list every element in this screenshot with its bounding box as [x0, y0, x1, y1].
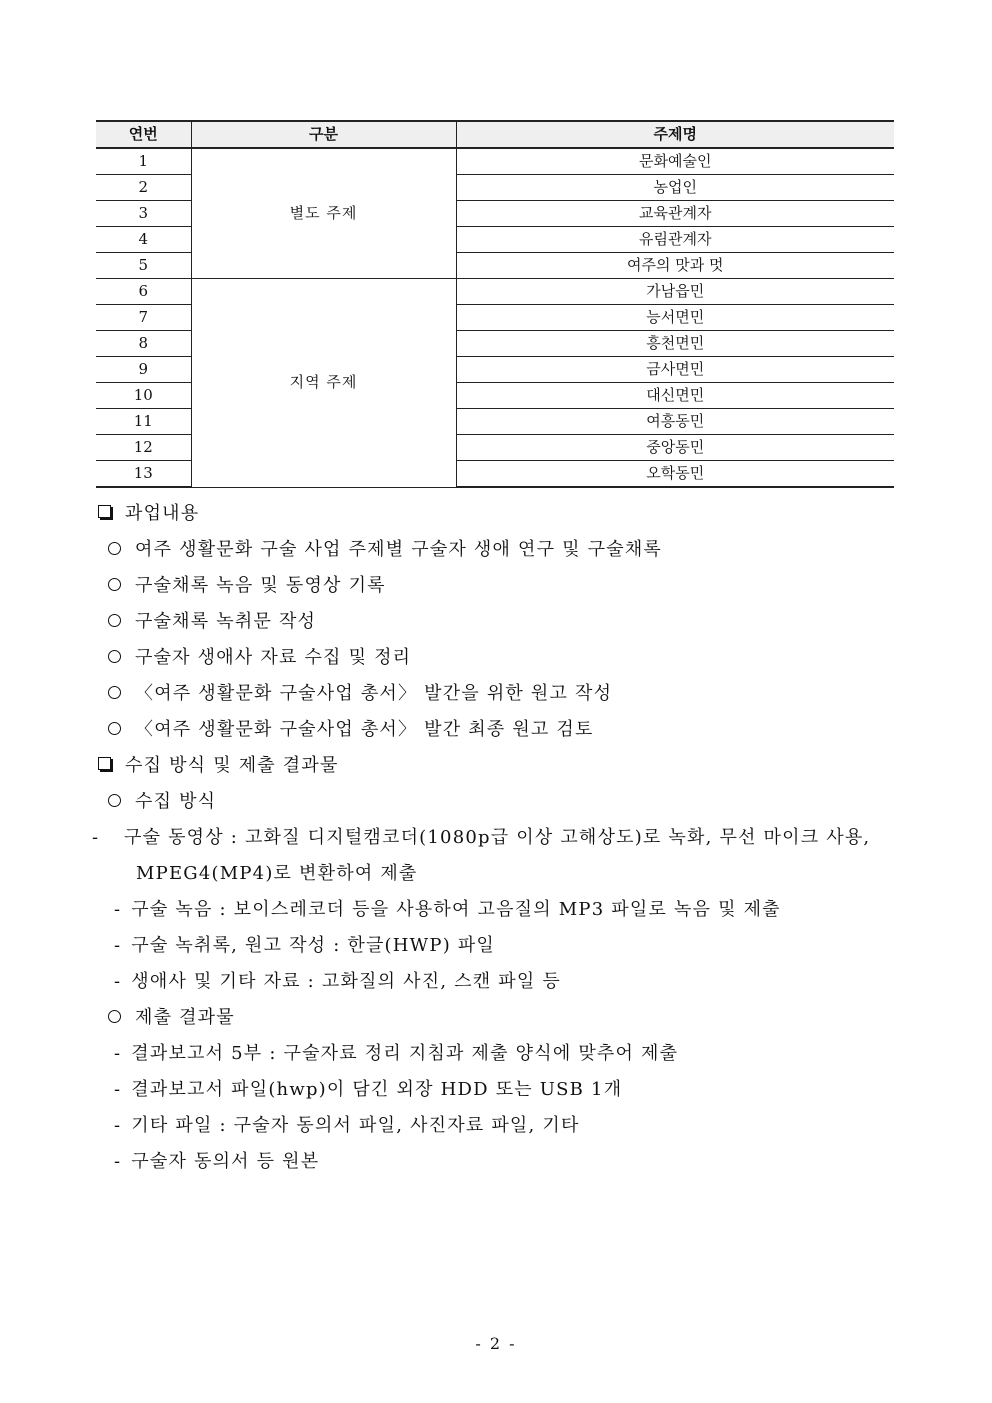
- topic-cell: 가남읍민: [456, 279, 894, 305]
- list-item: [96, 640, 896, 676]
- topic-cell: 교육관계자: [456, 201, 894, 227]
- sub-list-item-text: 구술자 동의서 등 원본: [131, 1151, 320, 1172]
- square-bullet-icon: [98, 505, 111, 518]
- sub-list-item-text: 결과보고서 파일(hwp)이 담긴 외장 HDD 또는 USB 1개: [131, 1079, 623, 1100]
- row-number: 5: [96, 253, 191, 279]
- sub-list-item: [96, 928, 896, 964]
- table-row: [96, 279, 894, 305]
- list-item-text: 구술자 생애사 자료 수집 및 정리: [135, 647, 412, 668]
- sub-list-item: [96, 892, 896, 928]
- sub-list-item-text: 구술 녹취록, 원고 작성 : 한글(HWP) 파일: [131, 935, 496, 956]
- sub-list-item: - 구술 동영상 : 고화질 디지털캠코더(1080p급 이상 고해상도)로 녹화, 무선 마이크 사용, MPEG4(MP4)로 변환하여 제출: [92, 827, 871, 884]
- list-item: [96, 568, 896, 604]
- dash-bullet: -: [114, 1115, 122, 1136]
- dash-bullet: -: [114, 1079, 122, 1100]
- section-heading: [96, 748, 896, 784]
- sub-list-item: [96, 964, 896, 1000]
- dash-bullet: -: [114, 971, 122, 992]
- dash-bullet: -: [114, 1043, 122, 1064]
- topic-table: [96, 120, 894, 488]
- square-bullet-icon: [98, 757, 111, 770]
- topic-cell: 여흥동민: [456, 409, 894, 435]
- header-topic: 주제명: [456, 121, 894, 148]
- topic-cell: 오학동민: [456, 461, 894, 488]
- sub-list-item: [96, 1036, 896, 1072]
- section-heading: [96, 496, 896, 532]
- section-title: 과업내용: [125, 503, 200, 524]
- list-item: [96, 532, 896, 568]
- row-number: 1: [96, 148, 191, 175]
- row-number: 3: [96, 201, 191, 227]
- row-number: 8: [96, 331, 191, 357]
- sub-list-item: [96, 1144, 896, 1180]
- topic-cell: 흥천면민: [456, 331, 894, 357]
- circle-bullet-icon: [108, 614, 121, 627]
- circle-bullet-icon: [108, 722, 121, 735]
- row-number: 7: [96, 305, 191, 331]
- list-item: [96, 784, 896, 820]
- list-item: [96, 712, 896, 748]
- row-number: 4: [96, 227, 191, 253]
- body-content: [92, 496, 896, 1180]
- sub-list-item-text: 구술 동영상 : 고화질 디지털캠코더(1080p급 이상 고해상도)로 녹화, 무선 마이크 사용, MPEG4(MP4)로 변환하여 제출: [124, 827, 871, 884]
- circle-bullet-icon: [108, 686, 121, 699]
- page-number: - 2 -: [475, 1334, 517, 1353]
- list-item-text: 구술채록 녹취문 작성: [135, 611, 317, 632]
- list-item-text: 〈여주 생활문화 구술사업 총서〉 발간 최종 원고 검토: [135, 719, 594, 740]
- category-cell: 지역 주제: [191, 279, 456, 488]
- category-cell: 별도 주제: [191, 148, 456, 279]
- circle-bullet-icon: [108, 542, 121, 555]
- row-number: 11: [96, 409, 191, 435]
- sub-list-item: [96, 1108, 896, 1144]
- circle-bullet-icon: [108, 794, 121, 807]
- sub-list-item-text: 결과보고서 5부 : 구술자료 정리 지침과 제출 양식에 맞추어 제출: [131, 1043, 679, 1064]
- list-item-text: 수집 방식: [135, 791, 217, 812]
- row-number: 2: [96, 175, 191, 201]
- topic-cell: 대신면민: [456, 383, 894, 409]
- table-header-row: [96, 121, 894, 148]
- header-number: 연번: [96, 121, 191, 148]
- list-item: [96, 1000, 896, 1036]
- topic-cell: 중앙동민: [456, 435, 894, 461]
- row-number: 10: [96, 383, 191, 409]
- sub-list-item-text: 생애사 및 기타 자료 : 고화질의 사진, 스캔 파일 등: [131, 971, 561, 992]
- sub-list-item-text: 구술 녹음 : 보이스레코더 등을 사용하여 고음질의 MP3 파일로 녹음 및 제출: [131, 899, 781, 920]
- list-item-text: 여주 생활문화 구술 사업 주제별 구술자 생애 연구 및 구술채록: [135, 539, 662, 560]
- circle-bullet-icon: [108, 1010, 121, 1023]
- row-number: 13: [96, 461, 191, 488]
- table-row: [96, 148, 894, 175]
- sub-list-item-text: 기타 파일 : 구술자 동의서 파일, 사진자료 파일, 기타: [131, 1115, 580, 1136]
- list-item-text: 〈여주 생활문화 구술사업 총서〉 발간을 위한 원고 작성: [135, 683, 613, 704]
- section-title: 수집 방식 및 제출 결과물: [125, 755, 339, 776]
- row-number: 6: [96, 279, 191, 305]
- sub-list-item: [96, 1072, 896, 1108]
- list-item-text: 제출 결과물: [135, 1007, 235, 1028]
- circle-bullet-icon: [108, 578, 121, 591]
- topic-cell: 문화예술인: [456, 148, 894, 175]
- topic-cell: 금사면민: [456, 357, 894, 383]
- topic-cell: 능서면민: [456, 305, 894, 331]
- list-item: [96, 676, 896, 712]
- circle-bullet-icon: [108, 650, 121, 663]
- list-item: [96, 604, 896, 640]
- topic-cell: 여주의 맛과 멋: [456, 253, 894, 279]
- list-item-text: 구술채록 녹음 및 동영상 기록: [135, 575, 386, 596]
- header-category: 구분: [191, 121, 456, 148]
- dash-bullet: -: [114, 1151, 122, 1172]
- dash-bullet: -: [114, 899, 122, 920]
- dash-bullet: -: [114, 935, 122, 956]
- topic-cell: 농업인: [456, 175, 894, 201]
- row-number: 9: [96, 357, 191, 383]
- row-number: 12: [96, 435, 191, 461]
- topic-cell: 유림관계자: [456, 227, 894, 253]
